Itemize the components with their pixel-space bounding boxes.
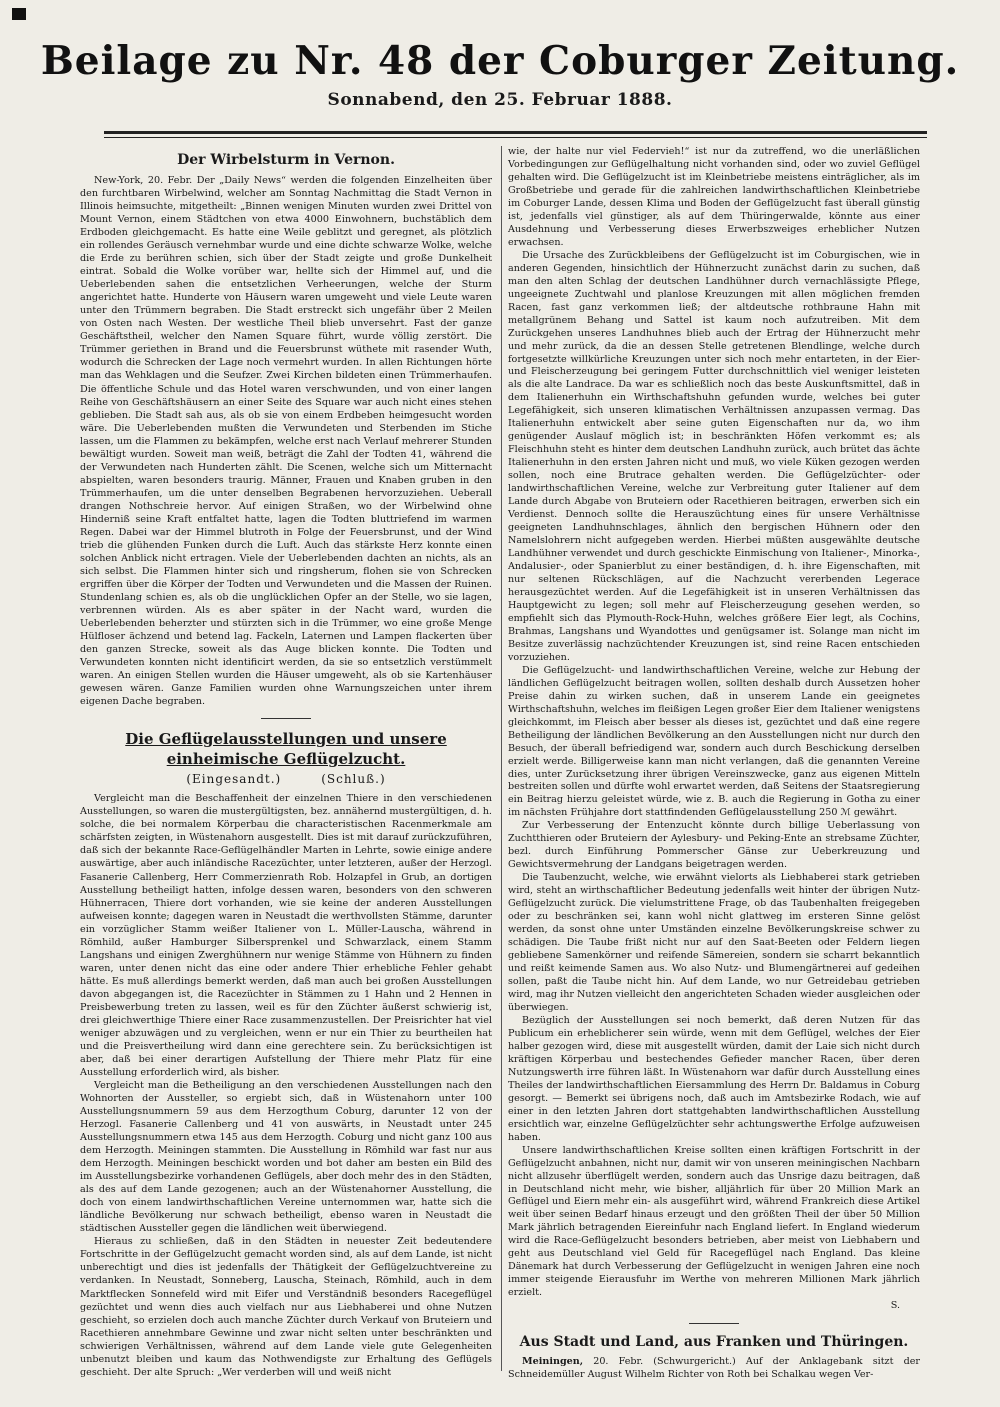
right-column <box>508 146 920 1382</box>
section-heading-local-news: Aus Stadt und Land, aus Franken und Thüringen. <box>519 1334 909 1351</box>
submitted-note: (Eingesandt.) <box>186 772 282 787</box>
article-paragraph: Bezüglich der Ausstellungen sei noch bemerkt, daß deren Nutzen für das Publicum ein erheblicherer sein würde, wenn mit dem Geflügel, welches der Eier halber gezogen wird, diese mit ausgestellt würden, damit der Laie sich nicht durch kräftigen Körperbau und bestechendes Gefieder mancher Racen, über deren Nutzungswerth irre führen läßt. In Wüstenahorn war dafür durch Ausstellung eines Theiles der landwirthschaftlichen Eiersammlung des Herrn Dr. Baldamus in Coburg gesorgt. — Bemerkt sei übrigens noch, daß auch im Amtsbezirke Rodach, wie auf einer in den letzten Jahren dort stattgehabten landwirthschaftlichen Ausstellung ersichtlich war, einzelne Geflügelzüchter sehr achtungswerthe Erfolge aufzuweisen haben. <box>508 1014 920 1143</box>
article-heading-poultry: Die Geflügelausstellungen und unsere einheimische Geflügelzucht. <box>125 730 447 769</box>
article-signature: S. <box>890 1300 900 1312</box>
news-text: 20. Febr. (Schwurgericht.) Auf der Anklagebank sitzt der Schneidemüller August Wilhelm Richter von Roth bei Schalkau wegen Ver- <box>508 1356 920 1381</box>
article-paragraph: Vergleicht man die Betheiligung an den verschiedenen Ausstellungen nach den Wohnorten der Aussteller, so ergiebt sich, daß in Wüstenahorn unter 100 Ausstellungsnummern 59 aus dem Herzogthum Coburg, darunter 12 von der Herzogl. Fasanerie Callenberg und 41 von auswärts, in Neustadt unter 245 Ausstellungsnummern etwa 145 aus dem Herzogth. Coburg und nicht ganz 100 aus dem Herzogth. Meiningen stammten. Die Ausstellung in Römhild war fast nur aus dem Herzogth. Meiningen beschickt worden und bot daher am besten ein Bild des im Ausstellungsbezirke vorhandenen Geflügels, aber doch mehr des in den Städten, als des auf dem Lande gezogenen; auch an der Wüstenahorner Ausstellung, die doch von einem landwirthschaftlichen Vereine unternommen war, hatte sich die ländliche Bevölkerung nur schwach betheiligt, ebenso waren in Neustadt die städtischen Aussteller gegen die ländlichen weit überwiegend. <box>80 1080 492 1235</box>
news-dateline: Meiningen, <box>522 1356 584 1368</box>
left-column <box>80 146 492 1379</box>
article-paragraph: wie, der halte nur viel Federvieh!“ ist nur da zutreffend, wo die unerläßlichen Vorbedingungen zur Geflügelhaltung nicht vorhanden sind, oder wo zuviel Geflügel gehalten wird. Die Geflügelzucht ist im Kleinbetriebe meistens einträglicher, als im Großbetriebe und gerade für die zahlreichen landwirthschaftlichen Kleinbetriebe im Coburger Lande, dessen Klima und Boden der Geflügelzucht fast überall günstig ist, jedenfalls viel günstiger, als auf dem Thüringerwalde, könnte aus einer Ausdehnung und Verbesserung dieses Erwerbszweiges erheblicher Nutzen erwachsen. <box>508 146 920 248</box>
corner-mark <box>12 8 26 20</box>
header-rule-thick <box>104 131 927 134</box>
article-subline <box>80 773 492 786</box>
news-item <box>508 1356 920 1382</box>
article-paragraph: Vergleicht man die Beschaffenheit der einzelnen Thiere in den verschiedenen Ausstellungen, so waren die mustergültigsten, bez. annähernd mustergültigen, d. h. solche, die bei normalem Körperbau die characteristischen Racenmerkmale am schärfsten zeigten, in Wüstenahorn ausgestellt. Dies ist mit darauf zurückzuführen, daß sich der bekannte Race-Geflügelhändler Marten in Lehrte, sowie einige andere auswärtige, aber auch inländische Racezüchter, unter letzteren, außer der Herzogl. Fasanerie Callenberg, Herr Commerzienrath Rob. Holzapfel in Grub, an dortigen Ausstellung betheiligt hatten, infolge dessen waren, besonders von den schweren Hühnerracen, Thiere dort vorhanden, wie sie keine der anderen Ausstellungen aufweisen konnte; dagegen waren in Neustadt die werthvollsten Stämme, darunter ein vorzüglicher Stamm weißer Italiener von L. Müller-Lauscha, während in Römhild, außer Hamburger Silbersprenkel und Schwarzlack, einem Stamm Langshans und einigen Zwerghühnern nur wenige Stämme von Hühnern zu finden waren, unter denen nicht das eine oder andere Thier erhebliche Fehler gehabt hätte. Es muß allerdings bemerkt werden, daß man auch bei großen Ausstellungen davon abgegangen ist, die Racezüchter in Stämmen zu 1 Hahn und 2 Hennen in Preisbewerbung treten zu lassen, weil es für den Züchter äußerst schwierig ist, drei gleichwerthige Thiere einer Race zusammenzustellen. Der Preisrichter hat viel weniger abzuwägen und zu vergleichen, wenn er nur ein Thier zu beurtheilen hat und die Preisvertheilung wird dann eine gerechtere sein. Zu berücksichtigen ist aber, daß bei einer derartigen Aufstellung der Thiere mehr Platz für eine Ausstellung erforderlich wird, als bisher. <box>80 793 492 1078</box>
header-rule-thin <box>104 137 927 138</box>
newspaper-title: Beilage zu Nr. 48 der Coburger Zeitung. <box>40 38 960 84</box>
article-paragraph: Die Ursache des Zurückbleibens der Geflügelzucht ist im Coburgischen, wie in anderen Gegenden, hinsichtlich der Hühnerzucht zunächst darin zu suchen, daß man den alten Schlag der deutschen Landhühner durch vernachlässigte Pflege, ungeeignete Zuchtwahl und planlose Kreuzungen mit allen möglichen fremden Racen, fast ganz verkommen ließ; der altdeutsche rothbraune Hahn mit metallgrünem Behang und Sattel ist kaum noch aufzutreiben. Mit dem Zurückgehen unseres Landhuhnes blieb auch der Ertrag der Hühnerzucht mehr und mehr zurück, da die an dessen Stelle getretenen Blendlinge, welche durch fortgesetzte willkürliche Kreuzungen unter sich noch mehr entarteten, in der Eier- und Fleischerzeugung bei geringem Futter durchschnittlich viel weniger leisteten als die alte Landrace. Da war es schließlich noch das beste Auskunftsmittel, daß in dem Italienerhuhn ein Wirthschaftshuhn gefunden wurde, welches bei guter Legefähigkeit, sich unseren klimatischen Verhältnissen anzupassen vermag. Das Italienerhuhn entwickelt aber seine guten Eigenschaften nur da, wo ihm genügender Auslauf möglich ist; in beschränkten Höfen verkommt es; als Fleischhuhn steht es hinter dem deutschen Landhuhn zurück, auch brütet das ächte Italienerhuhn in den ersten Jahren nicht und muß, wo viele Küken gezogen werden sollen, noch eine Brutrace gehalten werden. Die Geflügelzüchter- oder landwirthschaftlichen Vereine, welche zur Verbreitung guter Italiener auf dem Lande durch Abgabe von Bruteiern oder Racethieren beitragen, erwerben sich ein Verdienst. Dennoch sollte die Herauszüchtung eines für unsere Verhältnisse geeigneten Landhuhnschlages, ähnlich den bergischen Hühnern oder den Namelslohrern nicht aufgegeben werden. Hierbei müßten ausgewählte deutsche Landhühner verwendet und durch geschickte Einmischung von Italiener-, Minorka-, Andalusier-, oder Spanierblut zu einer beständigen, d. h. ihre Eigenschaften, mit nur seltenen Rückschlägen, auf die Nachzucht vererbenden Legerace herausgezüchtet werden. Auf die Legefähigkeit ist in unseren Verhältnissen das Hauptgewicht zu legen; soll mehr auf Fleischerzeugung gesehen werden, so empfiehlt sich das Plymouth-Rock-Huhn, welches größere Eier legt, als Cochins, Brahmas, Langshans und Wyandottes und genügsamer ist. Solange man nicht im Besitze zuverlässig nachzüchtender Kreuzungen ist, sind reine Racen entschieden vorzuziehen. <box>508 249 920 663</box>
section-divider <box>689 1323 739 1324</box>
article-paragraph: Die Taubenzucht, welche, wie erwähnt vielorts als Liebhaberei stark getrieben wird, steht an wirthschaftlicher Bedeutung jedenfalls weit hinter der übrigen Nutz-Geflügelzucht zurück. Die vielumstrittene Frage, ob das Taubenhalten freigegeben oder zu beschränken sei, kann wohl nicht glattweg im ersteren Sinne gelöst werden, da sonst ohne unter Umständen einzelne Bevölkerungskreise schwer zu schädigen. Die Taube frißt nicht nur auf den Saat-Beeten oder Feldern liegen gebliebene Samenkörner und reifende Sämereien, sondern sie scharrt bekanntlich und reißt keimende Samen aus. Wo also Nutz- und Blumengärtnerei auf gedeihen sollen, paßt die Taube nicht hin. Auf dem Lande, wo nur Getreidebau getrieben wird, mag ihr Nutzen vielleicht den angerichteten Schaden wieder ausgleichen oder überwiegen. <box>508 872 920 1013</box>
article-paragraph: Zur Verbesserung der Entenzucht könnte durch billige Ueberlassung von Zuchtthieren oder Bruteiern der Aylesbury- und Peking-Ente an strebsame Züchter, bezl. durch Einführung Pommerscher Gänse zur Ueberkreuzung und Gewichtsvermehrung der Landgans beigetragen werden. <box>508 820 920 871</box>
article-paragraph: Unsere landwirthschaftlichen Kreise sollten einen kräftigen Fortschritt in der Geflügelzucht anbahnen, nicht nur, damit wir von unseren meiningischen Nachbarn nicht allzusehr überflügelt werden, sondern auch das Unsrige dazu beitragen, daß in Deutschland nicht mehr, wie bisher, alljährlich für über 20 Million Mark an Geflügel und Eiern mehr ein- als ausgeführt wird, während Frankreich diese Artikel weit über seinen Bedarf hinaus erzeugt und den größten Theil der über 50 Million Mark jährlich betragenden Eiereinfuhr nach England liefert. In England wiederum wird die Race-Geflügelzucht besonders betrieben, aber meist von Liebhabern und geht aus Deutschland viel Geld für Racegeflügel nach England. Das kleine Dänemark hat durch Verbesserung der Geflügelzucht in wenigen Jahren eine noch immer steigende Eierausfuhr im Werthe von mehreren Millionen Mark jährlich erzielt. <box>508 1144 920 1299</box>
article-paragraph: New-York, 20. Febr. Der „Daily News“ werden die folgenden Einzelheiten über den furchtbaren Wirbelwind, welcher am Sonntag Nachmittag die Stadt Vernon in Illinois heimsuchte, mitgetheilt: „Binnen wenigen Minuten wurden zwei Drittel von Mount Vernon, einem Städtchen von etwa 4000 Einwohnern, buchstäblich dem Erdboden gleichgemacht. Es hatte eine Weile geblitzt und geregnet, als plötzlich ein rollendes Geräusch vernehmbar wurde und eine dichte schwarze Wolke, welche die Erde zu berühren schien, sich über der Stadt zeigte und große Dunkelheit eintrat. Sobald die Wolke vorüber war, hellte sich der Himmel auf, und die Ueberlebenden sahen die entsetzlichen Verheerungen, welche der Sturm angerichtet hatte. Hunderte von Häusern waren umgeweht und viele Leute waren unter den Trümmern begraben. Die Stadt erstreckt sich ungefähr über 2 Meilen von Osten nach Westen. Der westliche Theil blieb unversehrt. Fast der ganze Geschäftstheil, welcher den Namen Square führt, wurde völlig zerstört. Die Trümmer geriethen in Brand und die Feuersbrunst wüthete mit rasender Wuth, wodurch die Schrecken der Lage noch vermehrt wurden. In allen Richtungen hörte man das Wehklagen und die Seufzer. Zwei Kirchen bildeten einen Trümmerhaufen. Die öffentliche Schule und das Hotel waren verschwunden, und von einer langen Reihe von Geschäftshäusern an einer Seite des Square war auch nicht eines stehen geblieben. Die Stadt sah aus, als ob sie von einem Erdbeben heimgesucht worden wäre. Die Ueberlebenden mußten die Verwundeten und Sterbenden im Stiche lassen, um die Flammen zu bekämpfen, welche erst nach Verlauf mehrerer Stunden bewältigt wurden. Soweit man weiß, beträgt die Zahl der Todten 41, während die der Verwundeten nach Hunderten zählt. Die Scenen, welche sich um Mitternacht abspielten, waren besonders traurig. Männer, Frauen und Knaben gruben in den Trümmerhaufen, um die unter denselben Begrabenen hervorzuziehen. Ueberall drangen Nothschreie hervor. Auf einigen Straßen, wo der Wirbelwind ohne Hinderniß seine Kraft entfaltet hatte, lagen die Todten bluttriefend im warmen Regen. Dabei war der Himmel blutroth in Folge der Feuersbrunst, und der Wind trieb die glühenden Funken durch die Luft. Auch das stärkste Herz konnte einen solchen Anblick nicht ertragen. Viele der Ueberlebenden dachten an nichts, als an sich selbst. Die Flammen hinter sich und ringsherum, flohen sie von Schrecken ergriffen über die Körper der Todten und Verwundeten und die Massen der Ruinen. Stundenlang schien es, als ob die unglücklichen Opfer an der Stelle, wo sie lagen, verbrennen würden. Als es aber später in der Nacht ward, wurden die Ueberlebenden beherzter und stürzten sich in die Trümmer, wo eine große Menge Hülfloser ächzend und betend lag. Fackeln, Laternen und Lampen flackerten über den ganzen Strecke, soweit als das Auge blicken konnte. Die Todten und Verwundeten konnten nicht identificirt werden, da sie so entsetzlich verstümmelt waren. An einigen Stellen wurden die Häuser umgeweht, als ob sie Kartenhäuser gewesen wären. Ganze Familien wurden ohne Warnungszeichen unter ihrem eigenen Dache begraben. <box>80 175 492 708</box>
article-heading-vernon: Der Wirbelsturm in Vernon. <box>177 152 395 168</box>
column-separator <box>501 146 502 1371</box>
masthead <box>0 38 1000 110</box>
article-paragraph: Die Geflügelzucht- und landwirthschaftlichen Vereine, welche zur Hebung der ländlichen Geflügelzucht beitragen wollen, sollten deshalb durch Aussetzen hoher Preise dahin zu wirken suchen, daß in unserem Lande ein geeignetes Wirthschaftshuhn, welches im fleißigen Legen großer Eier dem Italiener wenigstens gleichkommt, im Fleisch aber besser als dieses ist, gezüchtet und daß eine regere Betheiligung der ländlichen Bevölkerung an den Ausstellungen nicht nur durch den Besuch, der überall befriedigend war, sondern auch durch Beschickung derselben erzielt werde. Billigerweise kann man nicht verlangen, daß die genannten Vereine dies, unter Zurücksetzung ihrer übrigen Vereinszwecke, ganz aus eigenen Mitteln bestreiten sollen und dürfte wohl erwartet werden, daß Seitens der Staatsregierung ein Beitrag hierzu geleistet würde, wie z. B. auch die Regierung in Gotha zu einer im nächsten Frühjahre dort stattfindenden Geflügelausstellung 250 ℳ gewährt. <box>508 664 920 819</box>
issue-date: Sonnabend, den 25. Februar 1888. <box>327 90 673 110</box>
article-paragraph: Hieraus zu schließen, daß in den Städten in neuester Zeit bedeutendere Fortschritte in der Geflügelzucht gemacht worden sind, als auf dem Lande, ist nicht unberechtigt und dies ist jedenfalls der Thätigkeit der Geflügelzuchtvereine zu verdanken. In Neustadt, Sonneberg, Lauscha, Steinach, Römhild, auch in dem Marktflecken Sonnefeld wird mit Eifer und Verständniß besonders Racegeflügel gezüchtet und wenn dies auch vielfach nur aus Liebhaberei und ohne Nutzen geschieht, so erzielen doch auch manche Züchter durch Verkauf von Bruteiern und Racethieren annehmbare Gewinne und zwar nicht selten unter beschränkten und schwierigen Verhältnissen, während auf dem Lande viele gute Gelegenheiten unbenutzt bleiben und kaum das Nothwendigste zur Erhaltung des Geflügels geschieht. Der alte Spruch: „Wer verderben will und weiß nicht <box>80 1236 492 1378</box>
conclusion-note: (Schluß.) <box>321 772 386 787</box>
article-divider <box>261 718 311 719</box>
